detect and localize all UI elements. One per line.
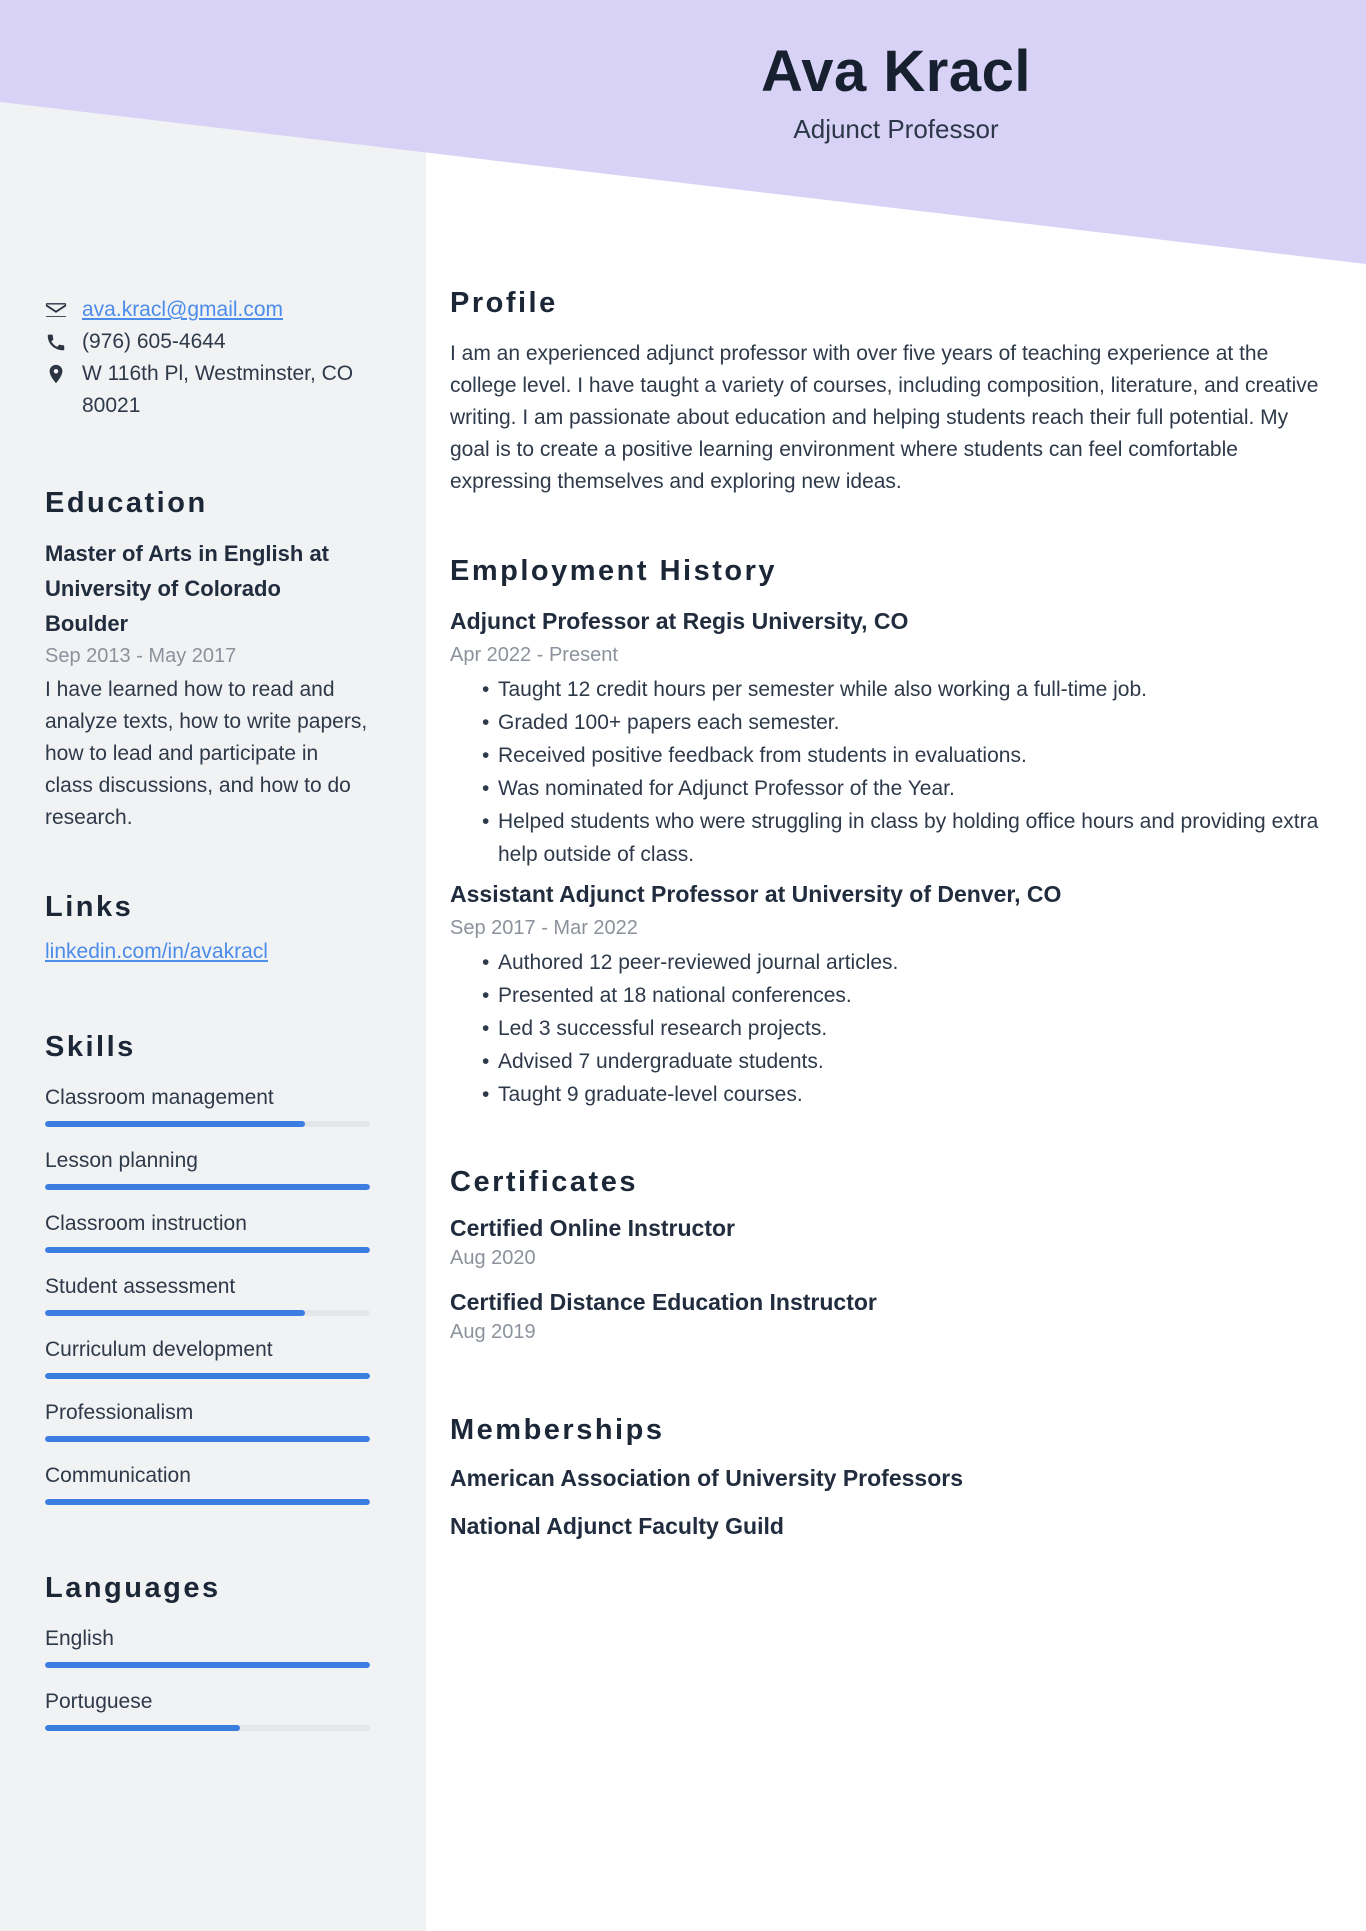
language-bar-track (45, 1725, 370, 1731)
skill-label: Student assessment (45, 1275, 236, 1298)
certificate-date: Aug 2019 (450, 1321, 536, 1343)
skill-item (45, 1210, 370, 1253)
language-label: English (45, 1627, 114, 1650)
skill-bar-track (45, 1121, 370, 1127)
candidate-name: Ava Kracl (761, 39, 1031, 104)
job-bullet: • Taught 12 credit hours per semester while also working a full-time job. (450, 673, 1320, 706)
skill-label: Classroom instruction (45, 1212, 247, 1235)
skill-label: Classroom management (45, 1086, 274, 1109)
certificate-item (450, 1213, 1320, 1271)
profile-text: I am an experienced adjunct professor with over five years of teaching experience at the college level. I have taught a variety of courses, including composition, literature, and creative writing. I am passionate about education and helping students reach their full potential. My goal is to create a positive learning environment where students can feel comfortable expressing themselves and exploring new ideas. (450, 342, 1319, 493)
skill-label: Curriculum development (45, 1338, 273, 1361)
skills-heading: Skills (45, 1031, 136, 1063)
phone-icon (45, 331, 67, 353)
skill-bar-track (45, 1499, 370, 1505)
language-label: Portuguese (45, 1690, 153, 1713)
job-bullet: • Advised 7 undergraduate students. (450, 1045, 1320, 1078)
skill-bar-fill (45, 1121, 305, 1127)
language-item (45, 1688, 370, 1731)
job-bullet-list (450, 673, 1320, 871)
job-bullet: • Received positive feedback from students in evaluations. (450, 739, 1320, 772)
links-heading: Links (45, 891, 134, 923)
job-title: Adjunct Professor at Regis University, CO (450, 608, 909, 634)
skill-label: Professionalism (45, 1401, 194, 1424)
location-pin-icon (45, 363, 67, 385)
skill-bar-fill (45, 1310, 305, 1316)
language-bar-fill (45, 1725, 240, 1731)
skill-label: Communication (45, 1464, 191, 1487)
education-heading: Education (45, 487, 208, 519)
skill-item (45, 1336, 370, 1379)
linkedin-link[interactable]: linkedin.com/in/avakracl (45, 940, 268, 963)
address-text: W 116th Pl, Westminster, CO 80021 (82, 362, 354, 417)
skill-item (45, 1399, 370, 1442)
job-bullet: • Graded 100+ papers each semester. (450, 706, 1320, 739)
email-icon (45, 299, 67, 321)
job-bullet: • Was nominated for Adjunct Professor of the Year. (450, 772, 1320, 805)
skill-bar-fill (45, 1373, 370, 1379)
education-degree: Master of Arts in English at University of Colorado Boulder (45, 541, 330, 636)
job-bullet: • Presented at 18 national conferences. (450, 979, 1320, 1012)
candidate-job-title: Adjunct Professor (793, 114, 999, 144)
certificate-date: Aug 2020 (450, 1247, 536, 1269)
skill-bar-track (45, 1436, 370, 1442)
skill-bar-fill (45, 1436, 370, 1442)
skill-label: Lesson planning (45, 1149, 198, 1172)
skill-bar-fill (45, 1247, 370, 1253)
certificate-name: Certified Online Instructor (450, 1215, 735, 1241)
languages-heading: Languages (45, 1572, 221, 1604)
main-content (426, 0, 1366, 1931)
sidebar (0, 0, 426, 1931)
skill-bar-fill (45, 1499, 370, 1505)
language-item (45, 1625, 370, 1668)
skill-item (45, 1462, 370, 1505)
skill-bar-track (45, 1373, 370, 1379)
job-bullet-list (450, 946, 1320, 1111)
job-dates: Sep 2017 - Mar 2022 (450, 917, 638, 939)
memberships-heading: Memberships (450, 1414, 665, 1446)
certificate-name: Certified Distance Education Instructor (450, 1289, 877, 1315)
job-bullet: • Taught 9 graduate-level courses. (450, 1078, 1320, 1111)
certificate-item (450, 1287, 1320, 1345)
education-dates: Sep 2013 - May 2017 (45, 645, 237, 667)
skill-item (45, 1084, 370, 1127)
employment-heading: Employment History (450, 555, 777, 587)
job-bullet: • Led 3 successful research projects. (450, 1012, 1320, 1045)
language-bar-fill (45, 1662, 370, 1668)
education-description: I have learned how to read and analyze texts, how to write papers, how to lead and participate in class discussions, and how to do research. (45, 678, 368, 829)
skill-bar-fill (45, 1184, 370, 1190)
language-bar-track (45, 1662, 370, 1668)
contact-address-row (45, 358, 370, 422)
job-dates: Apr 2022 - Present (450, 644, 618, 666)
skill-bar-track (45, 1310, 370, 1316)
skill-bar-track (45, 1184, 370, 1190)
job-bullet: • Helped students who were struggling in class by holding office hours and providing extra help outside of class. (450, 805, 1320, 871)
membership-item: National Adjunct Faculty Guild (450, 1513, 784, 1539)
phone-number: (976) 605-4644 (82, 330, 226, 353)
skill-bar-track (45, 1247, 370, 1253)
skill-item (45, 1147, 370, 1190)
membership-item: American Association of University Professors (450, 1465, 963, 1491)
job-bullet: • Authored 12 peer-reviewed journal articles. (450, 946, 1320, 979)
contact-phone-row (45, 326, 370, 358)
job-title: Assistant Adjunct Professor at University of Denver, CO (450, 881, 1062, 907)
contact-email-row (45, 294, 370, 326)
profile-heading: Profile (450, 287, 558, 319)
resume-header (426, 40, 1366, 144)
certificates-heading: Certificates (450, 1166, 638, 1198)
email-link[interactable]: ava.kracl@gmail.com (82, 298, 284, 321)
skill-item (45, 1273, 370, 1316)
